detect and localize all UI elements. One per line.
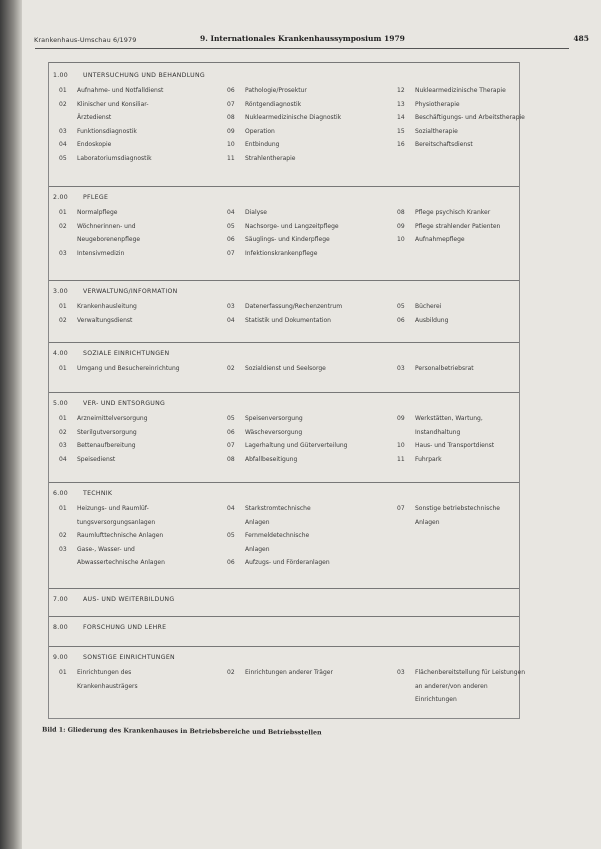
item-label: Instandhaltung [415,428,461,436]
item-number: 04 [227,209,235,216]
item-label: Heizungs- und Raumlüf- [77,505,149,512]
item-number: 01 [59,505,67,512]
book-gutter [0,0,22,849]
item-number: 01 [59,209,67,216]
item-label: Werkstätten, Wartung, [415,415,483,422]
item-label: Haus- und Transportdienst [415,442,495,450]
item-number: 09 [397,222,405,230]
item-label: Krankenhausträgers [77,682,138,690]
item-label: Neugeborenenpflege [77,236,141,244]
section-divider [49,186,519,187]
item-label: Normalpflege [77,209,118,216]
section-number: 8.00 [53,624,68,631]
item-label: Ärztedienst [77,114,112,122]
section-number: 9.00 [53,654,68,661]
structure-table [48,62,526,719]
item-number: 02 [59,428,67,436]
item-number: 12 [397,87,405,94]
section-title: FORSCHUNG UND LEHRE [83,624,167,631]
item-label: Aufnahmepflege [415,236,465,244]
item-label: Sonstige betriebstechnische [415,505,500,512]
item-label: Infektionskrankenpflege [245,249,318,257]
item-label: Bettenaufbereitung [77,442,136,450]
section-divider [49,588,519,589]
item-number: 10 [227,141,235,149]
item-number: 05 [397,303,405,310]
item-label: Dialyse [245,209,267,216]
item-number: 13 [397,100,405,108]
section-number: 3.00 [53,288,68,295]
item-label: Sozialtherapie [415,127,458,135]
item-number: 07 [227,442,235,450]
figure-caption: Bild 1: Gliederung des Krankenhauses in Betriebsbereiche und Betriebsstellen [41,726,322,737]
item-label: Flächenbereitstellung für Leistungen [415,669,526,676]
section-number: 1.00 [53,72,68,79]
item-label: tungsversorgungsanlagen [77,518,156,526]
section-number: 4.00 [53,350,68,357]
section-divider [49,482,519,483]
section-divider [49,280,519,281]
section-title: PFLEGE [83,194,109,201]
item-label: Raumlufttechnische Anlagen [77,532,164,540]
section-title: TECHNIK [83,490,113,497]
item-number: 02 [59,222,67,230]
item-number: 03 [59,127,67,135]
item-label: Wöchnerinnen- und [77,222,136,230]
item-label: Anlagen [415,518,440,526]
item-number: 01 [59,365,67,372]
item-label: Bücherei [415,303,442,310]
item-number: 07 [227,100,235,108]
item-label: Arzneimittelversorgung [77,415,148,422]
item-label: Speisedienst [77,455,116,463]
section-title: VER- UND ENTSORGUNG [83,400,166,407]
item-number: 01 [59,87,67,94]
item-label: Lagerhaltung und Güterverteilung [245,442,348,450]
item-label: Physiotherapie [415,100,460,108]
item-label: Gase-, Wasser- und [77,545,135,553]
section-title: UNTERSUCHUNG UND BEHANDLUNG [83,72,206,79]
item-number: 16 [397,141,405,149]
item-number: 08 [227,114,235,122]
item-label: Nachsorge- und Langzeitpflege [245,222,339,230]
item-label: Einrichtungen [415,696,457,704]
item-label: Anlagen [245,518,270,526]
item-number: 14 [397,114,405,122]
item-label: Sterilgutversorgung [77,428,137,436]
item-label: Fuhrpark [415,455,442,463]
item-number: 06 [227,428,235,436]
item-label: Abfallbeseitigung [245,455,298,463]
section-divider [49,62,519,63]
section-title: VERWALTUNG/INFORMATION [83,288,178,295]
journal-reference: Krankenhaus-Umschau 6/1979 [34,36,137,44]
item-label: Verwaltungsdienst [77,316,133,324]
item-label: Pathologie/Prosektur [245,87,307,94]
item-number: 05 [227,222,235,230]
item-number: 01 [59,303,67,310]
item-label: Starkstromtechnische [245,505,311,512]
item-label: Speisenversorgung [245,415,303,422]
item-number: 03 [397,365,405,372]
item-label: Wäscheversorgung [245,428,303,436]
item-label: Entbindung [245,141,280,149]
item-label: Umgang und Besuchereinrichtung [77,365,180,372]
item-number: 03 [227,303,235,310]
item-label: Datenerfassung/Rechenzentrum [245,303,343,310]
item-label: Personalbetriebsrat [415,365,474,372]
header-title: 9. Internationales Krankenhaussymposium 1979 [200,34,405,43]
item-label: Krankenhausleitung [77,303,137,310]
item-label: Nuklearmedizinische Therapie [415,87,506,94]
item-number: 11 [397,455,405,463]
item-number: 04 [59,455,67,463]
item-number: 04 [227,316,235,324]
item-label: Pflege strahlender Patienten [415,222,501,230]
item-number: 03 [59,545,67,553]
item-label: Bereitschaftsdienst [415,141,473,149]
item-number: 02 [59,100,67,108]
item-label: Einrichtungen anderer Träger [245,669,333,676]
section-divider [49,342,519,343]
item-label: Klinischer und Konsiliar- [77,100,149,108]
item-number: 09 [397,415,405,422]
item-number: 03 [59,249,67,257]
item-label: Säuglings- und Kinderpflege [245,236,330,244]
item-number: 02 [227,365,235,372]
item-label: Intensivmedizin [77,249,125,257]
section-divider [49,616,519,617]
item-number: 02 [59,532,67,540]
section-title: AUS- UND WEITERBILDUNG [83,596,175,603]
section-number: 5.00 [53,400,68,407]
item-number: 03 [59,442,67,450]
section-title: SOZIALE EINRICHTUNGEN [83,350,170,357]
item-label: Beschäftigungs- und Arbeitstherapie [415,114,525,122]
page-number: 485 [573,34,589,43]
item-label: Einrichtungen des [77,669,132,676]
item-label: Sozialdienst und Seelsorge [245,365,326,372]
item-label: Statistik und Dokumentation [245,316,331,324]
item-number: 10 [397,236,405,244]
item-number: 03 [397,669,405,676]
item-label: Ausbildung [415,316,449,324]
item-number: 02 [59,316,67,324]
item-number: 06 [227,87,235,94]
item-label: Funktionsdiagnostik [77,127,137,135]
item-number: 10 [397,442,405,450]
item-number: 05 [59,155,67,162]
section-number: 2.00 [53,194,68,201]
item-label: Abwassertechnische Anlagen [77,559,165,567]
item-number: 04 [59,141,67,149]
item-number: 07 [227,249,235,257]
item-label: Röntgendiagnostik [245,100,302,108]
item-label: Aufnahme- und Notfalldienst [77,87,164,94]
item-label: Endoskopie [77,141,112,149]
item-label: Strahlentherapie [245,155,296,162]
item-number: 06 [227,236,235,244]
item-number: 15 [397,127,405,135]
header-rule [35,48,569,49]
item-number: 08 [397,209,405,216]
section-divider [49,392,519,393]
item-label: Aufzugs- und Förderanlagen [245,559,330,567]
item-number: 11 [227,155,235,162]
item-number: 01 [59,669,67,676]
section-title: SONSTIGE EINRICHTUNGEN [83,654,175,661]
item-label: Operation [245,127,275,135]
item-number: 01 [59,415,67,422]
item-number: 06 [397,316,405,324]
item-number: 04 [227,505,235,512]
item-number: 02 [227,669,235,676]
item-label: Laboratoriumsdiagnostik [77,155,152,162]
item-label: an anderer/von anderen [415,682,488,690]
item-label: Nuklearmedizinische Diagnostik [245,114,342,122]
item-number: 09 [227,127,235,135]
item-label: Anlagen [245,545,270,553]
section-number: 7.00 [53,596,68,603]
item-number: 07 [397,505,405,512]
item-number: 05 [227,532,235,540]
section-divider [49,646,519,647]
item-label: Pflege psychisch Kranker [415,209,491,216]
item-number: 08 [227,455,235,463]
section-number: 6.00 [53,490,68,497]
item-number: 05 [227,415,235,422]
item-label: Fernmeldetechnische [245,532,310,540]
item-number: 06 [227,559,235,567]
